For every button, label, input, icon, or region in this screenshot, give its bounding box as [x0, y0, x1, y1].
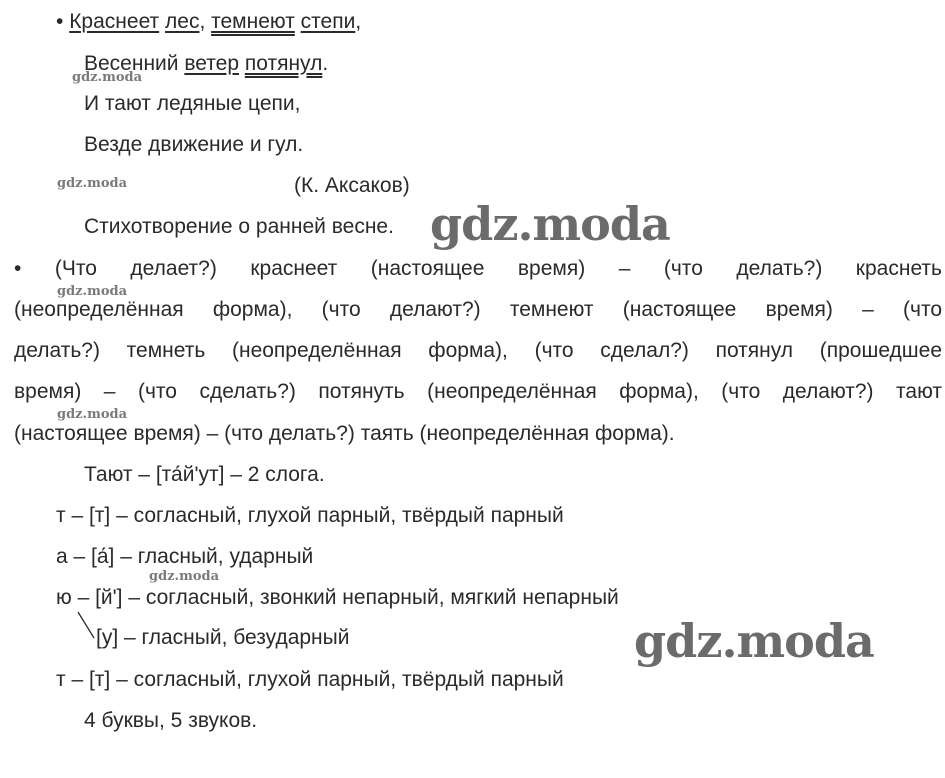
watermark: gdz.moda: [72, 70, 143, 85]
watermark: gdz.moda: [57, 176, 128, 191]
phonetics-summary: 4 буквы, 5 звуков.: [84, 709, 258, 732]
poem-line-1: • Краснеет лес, темнеют степи,: [56, 10, 362, 33]
phonetics-row: ю – [й'] – согласный, звонкий непарный, мягкий непарный: [56, 586, 619, 609]
phonetics-row: [у] – гласный, безударный: [96, 626, 350, 649]
phonetics-row: т – [т] – согласный, глухой парный, твёрдый парный: [56, 504, 564, 527]
phonetics-header: Тают – [та́й'ут] – 2 слога.: [84, 463, 325, 486]
subject-word: ветер: [184, 52, 240, 75]
subject-word: Краснеет: [69, 10, 160, 33]
watermark-large: gdz.moda: [634, 614, 874, 668]
subject-word: лес: [165, 10, 200, 33]
watermark: gdz.moda: [149, 569, 220, 584]
poem-line-4: Везде движение и гул.: [84, 133, 304, 156]
poem-line-3: И тают ледяные цепи,: [84, 92, 301, 115]
predicate-word: темнеют: [211, 10, 295, 33]
analysis-line-1: • (Что делает?) краснеет (настоящее время) – (что делать?) краснеть: [14, 257, 942, 280]
watermark-large: gdz.moda: [430, 197, 670, 251]
poem-author: (К. Аксаков): [294, 174, 410, 197]
predicate-word: потянул: [244, 52, 323, 75]
watermark: gdz.moda: [57, 284, 128, 299]
analysis-line-4: время) – (что сделать?) потянуть (неопределённая форма), (что делают?) тают: [14, 380, 942, 403]
bullet: •: [56, 10, 64, 33]
predicate-word: степи: [300, 10, 356, 33]
analysis-line-3: делать?) темнеть (неопределённая форма), (что сделал?) потянул (прошедшее: [14, 339, 942, 362]
analysis-line-5: (настоящее время) – (что делать?) таять (неопределённая форма).: [14, 422, 675, 445]
analysis-line-2: (неопределённая форма), (что делают?) темнеют (настоящее время) – (что: [14, 298, 942, 321]
split-line: [76, 610, 96, 640]
phonetics-row: а – [а́] – гласный, ударный: [56, 545, 314, 568]
watermark: gdz.moda: [57, 407, 128, 422]
theme-line: Стихотворение о ранней весне.: [84, 215, 394, 238]
phonetics-row: т – [т] – согласный, глухой парный, твёрдый парный: [56, 668, 564, 691]
poem-line-2: Весенний ветер потянул.: [84, 52, 329, 75]
